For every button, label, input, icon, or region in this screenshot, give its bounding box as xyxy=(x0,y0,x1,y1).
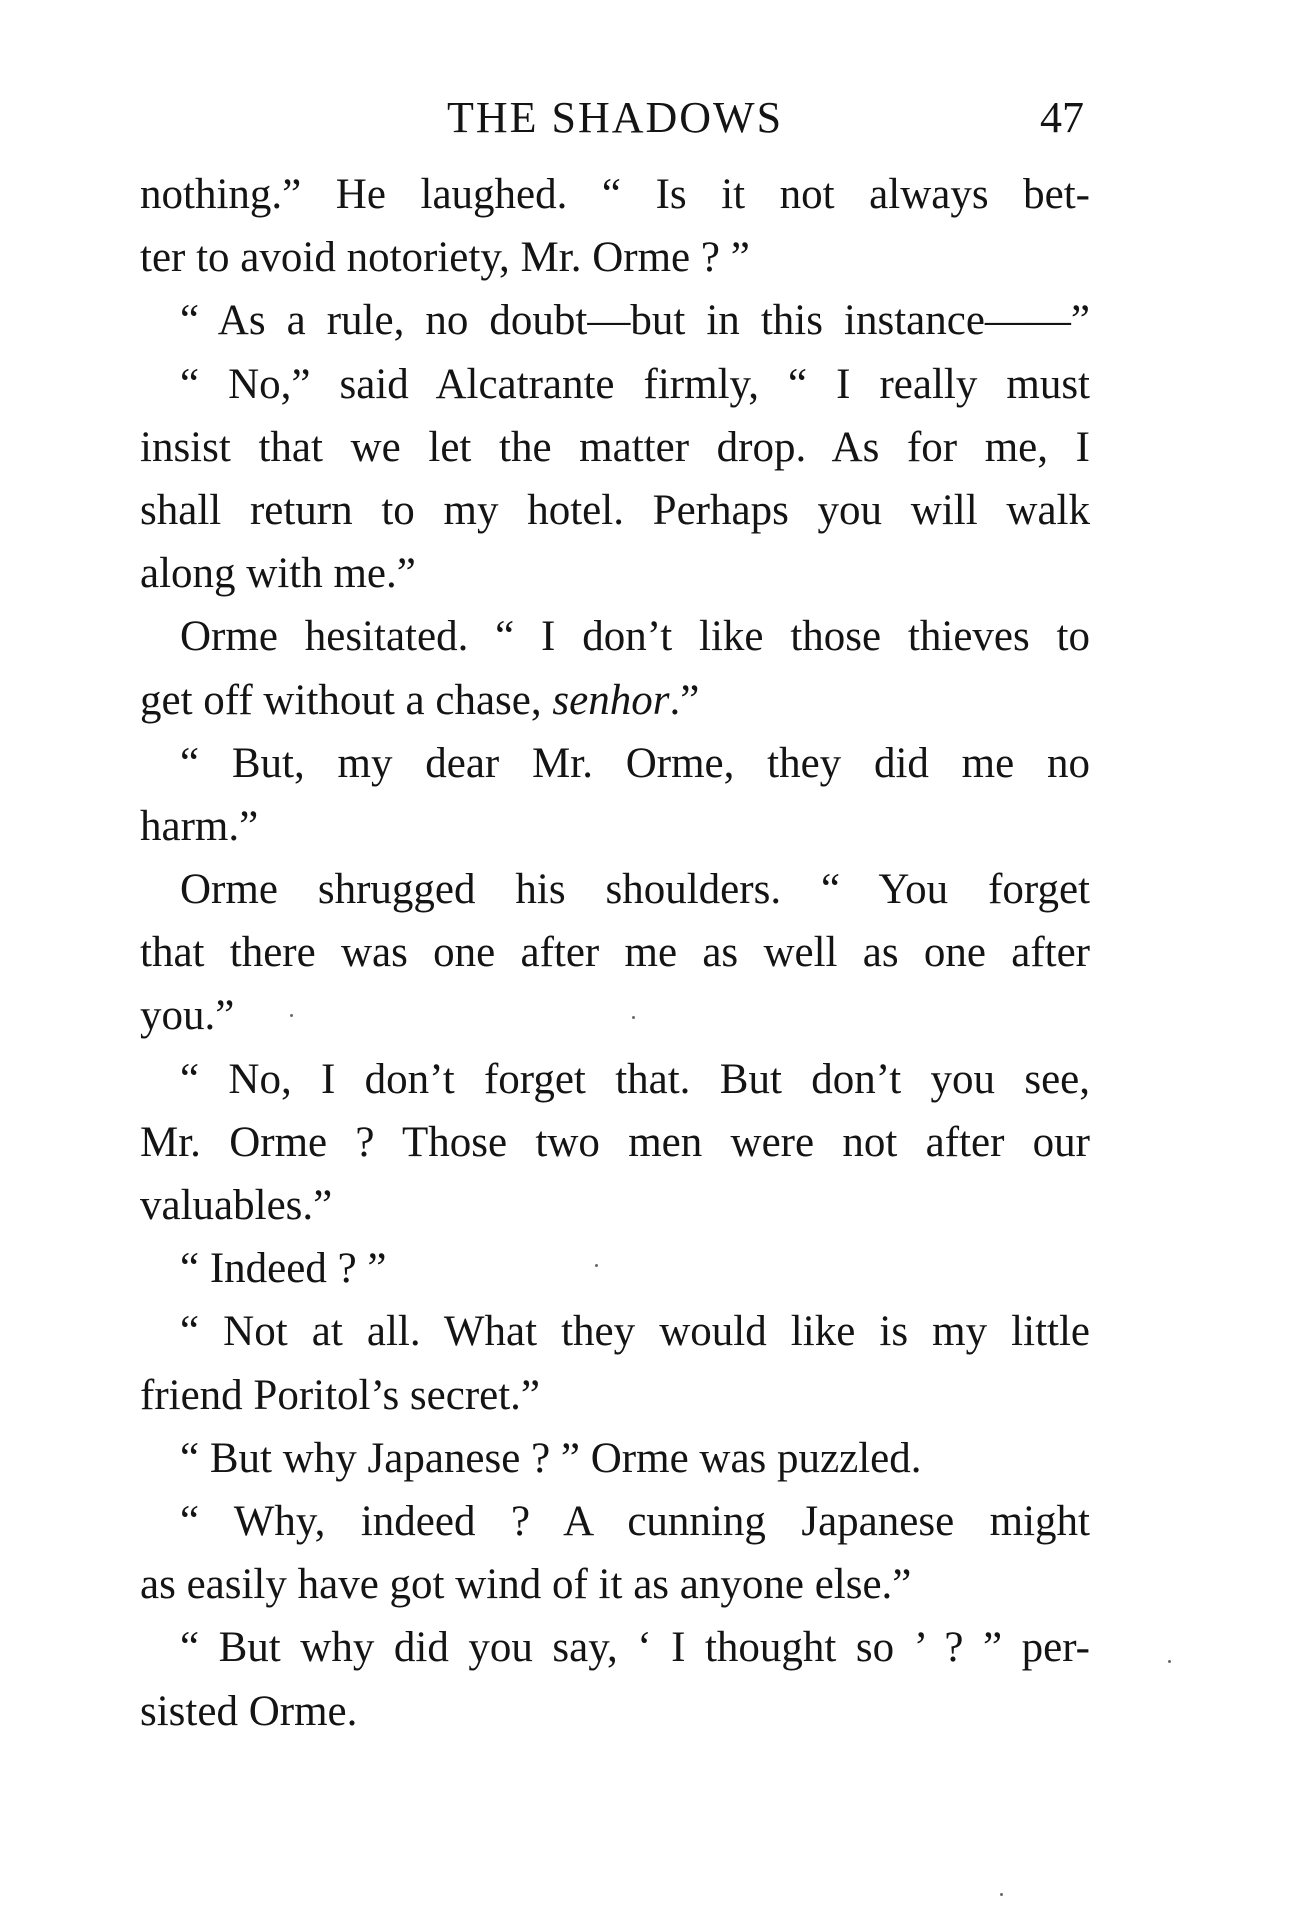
text-line: “ Indeed ? ” xyxy=(180,1245,387,1293)
text-line: harm.” xyxy=(140,802,259,850)
text-line: “ As a rule, no doubt—but in this instance——” xyxy=(180,297,1090,345)
text-line-with-italic xyxy=(140,669,1090,732)
text-line: get off without a chase, senhor.” xyxy=(140,676,700,724)
paper-speck xyxy=(632,1016,635,1019)
page-header xyxy=(140,92,1090,142)
paper-speck xyxy=(1168,1660,1171,1663)
text-line: ter to avoid notoriety, Mr. Orme ? ” xyxy=(140,234,750,282)
text-line: “ No,” said Alcatrante firmly, “ I really must xyxy=(180,360,1090,408)
text-line: “ But why did you say, ‘ I thought so ’ ? ” per- xyxy=(180,1624,1090,1672)
text-line: you.” xyxy=(140,992,235,1040)
text-line: along with me.” xyxy=(140,550,416,598)
paper-speck xyxy=(1000,1893,1003,1896)
body-text xyxy=(140,163,1090,1743)
text-line: valuables.” xyxy=(140,1182,333,1229)
paper-speck xyxy=(290,1014,293,1017)
italic-word: senhor xyxy=(552,676,670,724)
text-line: Orme shrugged his shoulders. “ You forget xyxy=(180,866,1090,914)
paper-speck xyxy=(595,1264,598,1267)
text-line: sisted Orme. xyxy=(140,1687,358,1735)
text-line: as easily have got wind of it as anyone else.” xyxy=(140,1561,912,1609)
text-line: that there was one after me as well as one after xyxy=(140,929,1090,977)
text-line: “ Not at all. What they would like is my little xyxy=(180,1308,1090,1356)
text-line: Mr. Orme ? Those two men were not after our xyxy=(140,1118,1090,1166)
text-line: insist that we let the matter drop. As for me, I xyxy=(140,423,1090,471)
text-line: Orme hesitated. “ I don’t like those thieves to xyxy=(180,613,1090,661)
text-line: “ No, I don’t forget that. But don’t you see, xyxy=(180,1055,1090,1103)
running-head: THE SHADOWS xyxy=(446,93,784,142)
text-line: “ Why, indeed ? A cunning Japanese might xyxy=(180,1497,1090,1545)
text-line: nothing.” He laughed. “ Is it not always bet- xyxy=(140,171,1090,218)
text-line: shall return to my hotel. Perhaps you will walk xyxy=(140,486,1090,534)
text-line: “ But, my dear Mr. Orme, they did me no xyxy=(180,739,1090,787)
text-line: “ But why Japanese ? ” Orme was puzzled. xyxy=(180,1434,922,1482)
page-number: 47 xyxy=(1040,93,1084,142)
text-line: friend Poritol’s secret.” xyxy=(140,1371,541,1419)
